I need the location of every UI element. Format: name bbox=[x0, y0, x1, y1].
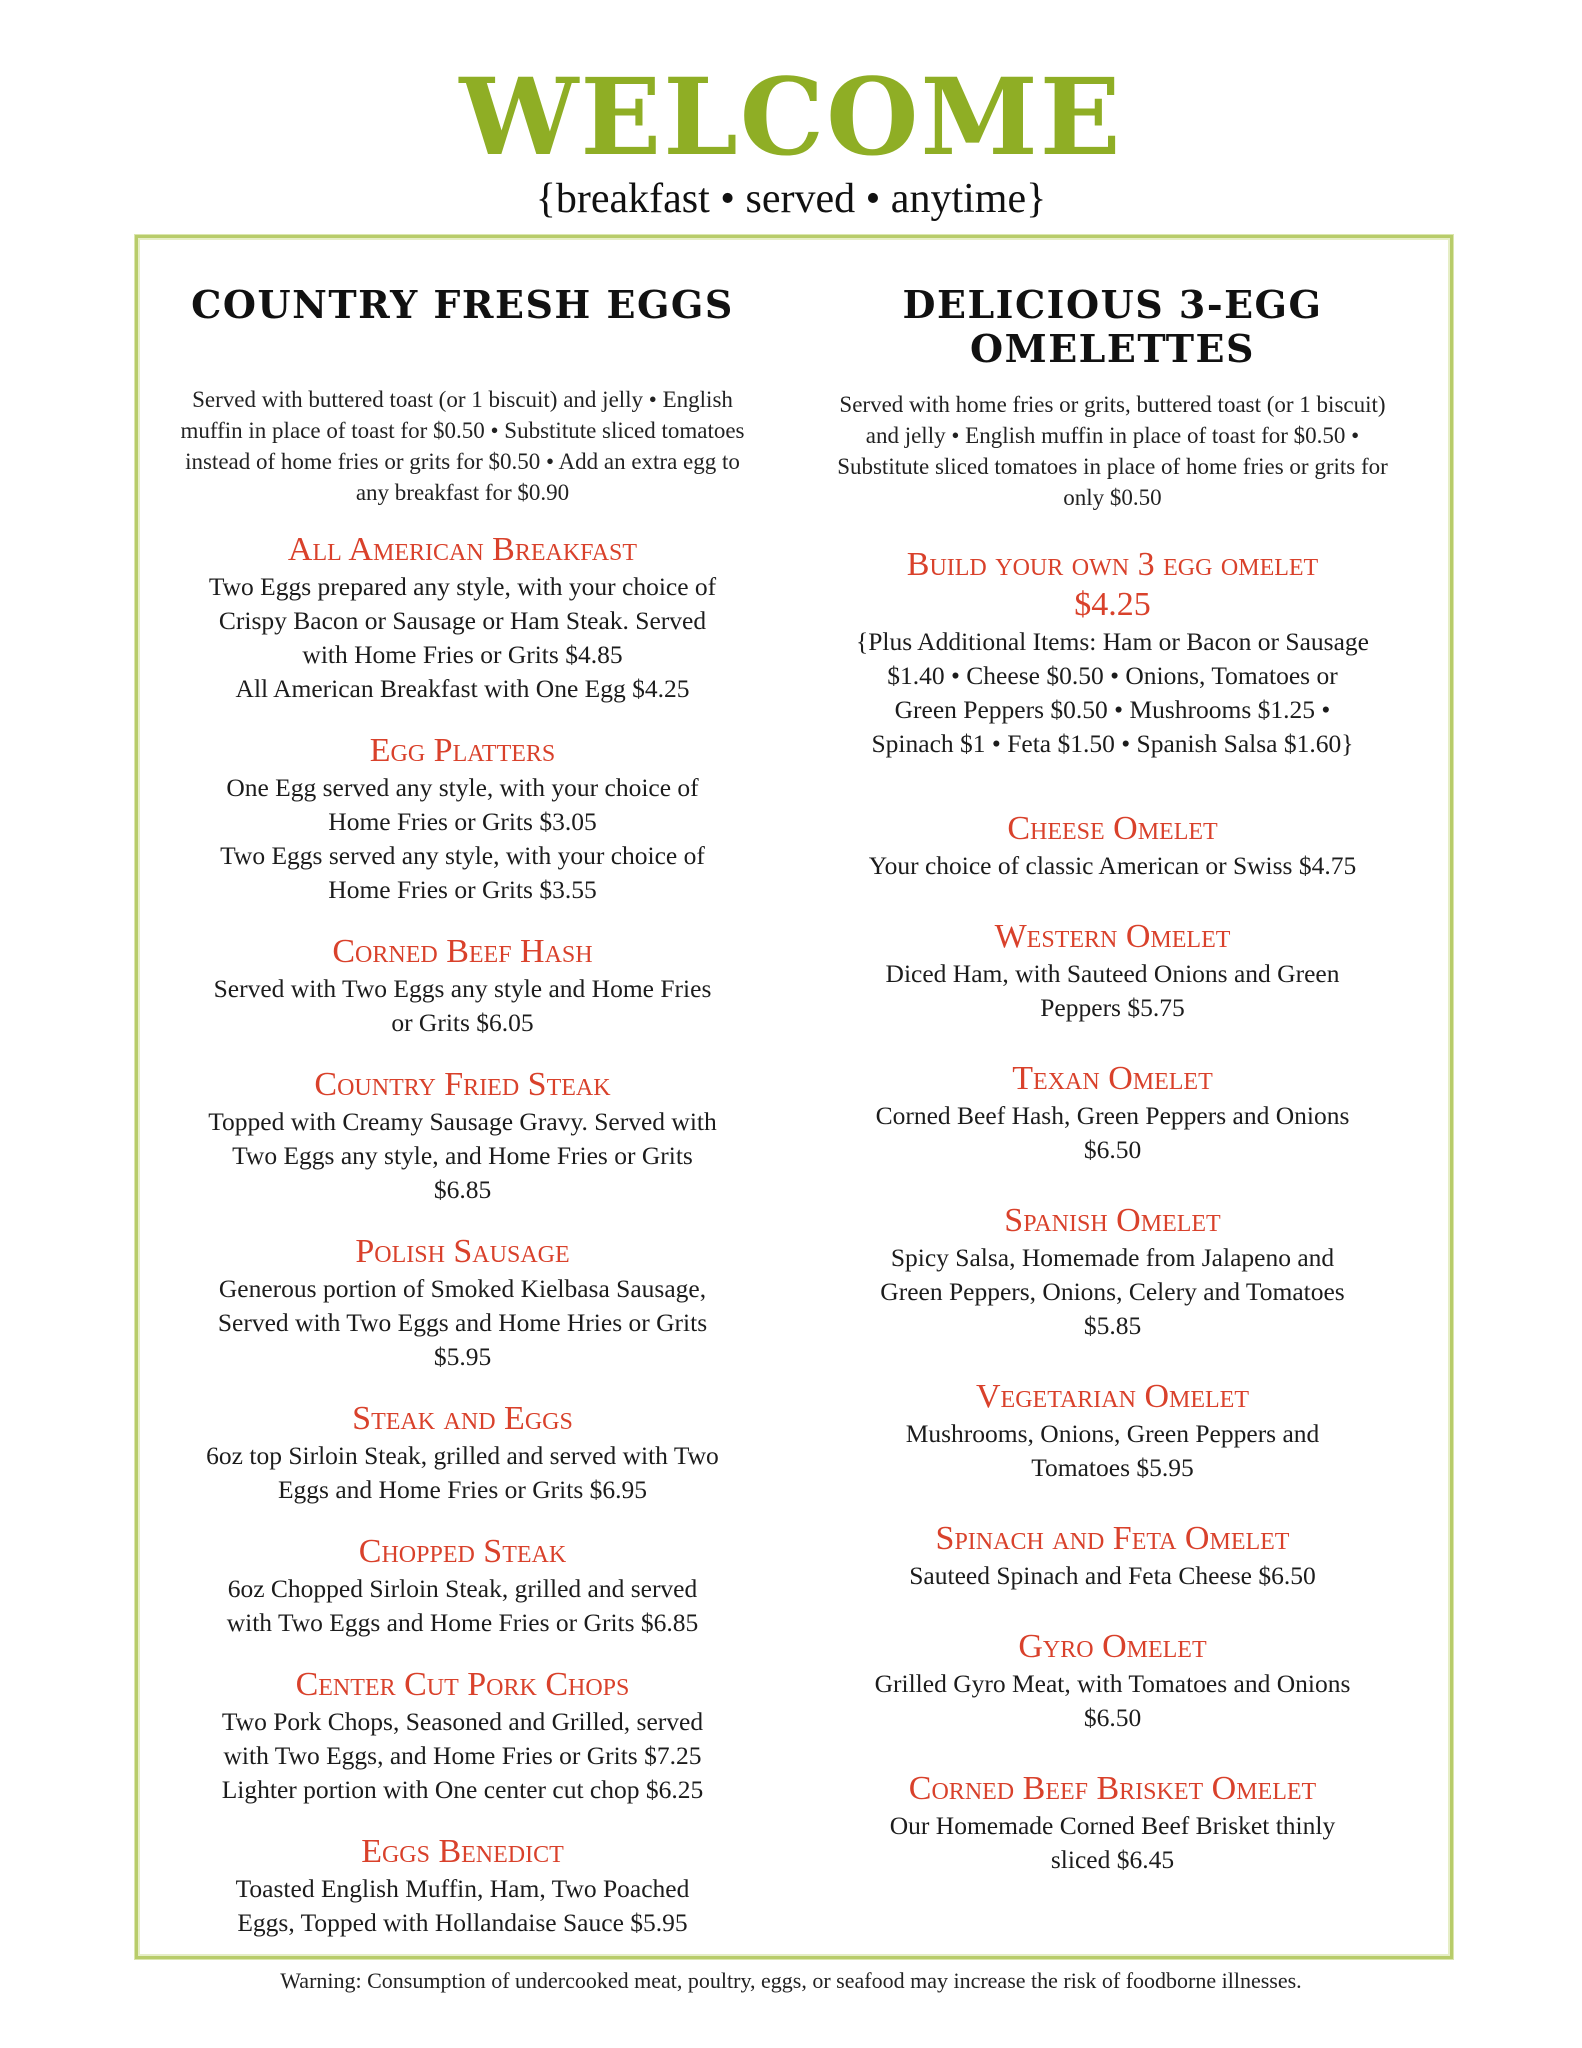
item-description: Toasted English Muffin, Ham, Two Poached Eggs, Topped with Hollandaise Sauce $5.95 bbox=[235, 1874, 690, 1937]
item-name: All American Breakfast bbox=[287, 531, 638, 568]
menu-item bbox=[180, 1832, 745, 1940]
item-name: Spinach and Feta Omelet bbox=[935, 1520, 1290, 1557]
build-omelet-item bbox=[820, 545, 1405, 761]
item-name: Steak and Eggs bbox=[352, 1400, 573, 1437]
item-description: Two Eggs prepared any style, with your choice of Crispy Bacon or Sausage or Ham Steak. Served with Home Fries or Grits $4.85 All American Breakfast with One Egg $4.25 bbox=[208, 572, 717, 703]
item-description: 6oz Chopped Sirloin Steak, grilled and served with Two Eggs and Home Fries or Grits $6.85 bbox=[226, 1574, 699, 1637]
page-subtitle: {breakfast • served • anytime} bbox=[535, 176, 1047, 222]
menu-item bbox=[820, 1059, 1405, 1167]
item-price: $4.25 bbox=[1074, 586, 1151, 623]
menu-item bbox=[180, 731, 745, 907]
item-name: Corned Beef Hash bbox=[332, 933, 593, 970]
menu-item bbox=[180, 1532, 745, 1640]
item-description: Mushrooms, Onions, Green Peppers and Tomatoes $5.95 bbox=[905, 1419, 1320, 1482]
menu-item bbox=[180, 1065, 745, 1207]
item-name: Chopped Steak bbox=[358, 1533, 567, 1570]
item-description: Your choice of classic American or Swiss $4.75 bbox=[868, 851, 1357, 880]
page-title: WELCOME bbox=[459, 54, 1123, 179]
item-description: Topped with Creamy Sausage Gravy. Served with Two Eggs any style, and Home Fries or Grits $6.85 bbox=[208, 1107, 717, 1204]
item-name: Cheese Omelet bbox=[1007, 810, 1218, 847]
item-name: Vegetarian Omelet bbox=[976, 1378, 1249, 1415]
item-description: Our Homemade Corned Beef Brisket thinly sliced $6.45 bbox=[889, 1811, 1336, 1874]
item-name: Gyro Omelet bbox=[1018, 1628, 1207, 1665]
menu-item bbox=[180, 1665, 745, 1807]
menu-item bbox=[820, 1377, 1405, 1485]
item-name: Eggs Benedict bbox=[361, 1833, 564, 1870]
item-name: Western Omelet bbox=[994, 918, 1231, 955]
item-description: Corned Beef Hash, Green Peppers and Onions $6.50 bbox=[875, 1101, 1350, 1164]
item-name: Texan Omelet bbox=[1012, 1060, 1213, 1097]
item-name: Spanish Omelet bbox=[1004, 1202, 1221, 1239]
item-description: {Plus Additional Items: Ham or Bacon or Sausage $1.40 • Cheese $0.50 • Onions, Tomatoes or Green Peppers $0.50 • Mushrooms $1.25 • Spinach $1 • Feta $1.50 • Spanish Salsa $1.60} bbox=[856, 627, 1369, 758]
item-name: Corned Beef Brisket Omelet bbox=[908, 1770, 1317, 1807]
menu-item bbox=[180, 1232, 745, 1374]
item-description: 6oz top Sirloin Steak, grilled and served with Two Eggs and Home Fries or Grits $6.95 bbox=[206, 1441, 719, 1504]
eggs-section-heading: COUNTRY FRESH EGGS bbox=[191, 282, 734, 327]
eggs-section-note: Served with buttered toast (or 1 biscuit) and jelly • English muffin in place of toast for $0.50 • Substitute sliced tomatoes instead of home fries or grits for $0.50 • Add an extra egg to any breakfast for $0.90 bbox=[180, 387, 745, 505]
item-name: Build your own 3 egg omelet bbox=[906, 546, 1319, 583]
food-safety-warning: Warning: Consumption of undercooked meat, poultry, eggs, or seafood may increase the risk of foodborne illnesses. bbox=[280, 1968, 1302, 1993]
item-description: Generous portion of Smoked Kielbasa Sausage, Served with Two Eggs and Home Hries or Grits $5.95 bbox=[217, 1274, 708, 1371]
item-description: Sauteed Spinach and Feta Cheese $6.50 bbox=[909, 1561, 1316, 1590]
item-name: Country Fried Steak bbox=[314, 1066, 611, 1103]
item-description: Served with Two Eggs any style and Home Fries or Grits $6.05 bbox=[213, 974, 712, 1037]
menu-item bbox=[820, 1627, 1405, 1735]
menu-item bbox=[180, 530, 745, 706]
item-name: Polish Sausage bbox=[355, 1233, 570, 1270]
item-description: Two Pork Chops, Seasoned and Grilled, served with Two Eggs, and Home Fries or Grits $7.25 Lighter portion with One center cut chop $6.25 bbox=[221, 1707, 704, 1804]
item-name: Center Cut Pork Chops bbox=[295, 1666, 630, 1703]
menu-item bbox=[820, 809, 1405, 883]
item-description: Diced Ham, with Sauteed Onions and Green Peppers $5.75 bbox=[885, 959, 1340, 1022]
menu-item bbox=[820, 1201, 1405, 1343]
omelettes-section-heading: DELICIOUS 3-EGG OMELETTES bbox=[902, 282, 1323, 371]
menu-item bbox=[820, 917, 1405, 1025]
menu-item bbox=[180, 932, 745, 1040]
menu-item bbox=[820, 1519, 1405, 1593]
item-description: One Egg served any style, with your choice of Home Fries or Grits $3.05 Two Eggs served any style, with your choice of Home Fries or Grits $3.55 bbox=[220, 773, 705, 904]
menu-item bbox=[820, 1769, 1405, 1877]
item-name: Egg Platters bbox=[369, 732, 556, 769]
omelettes-section-note: Served with home fries or grits, buttered toast (or 1 biscuit) and jelly • English muffin in place of toast for $0.50 • Substitute sliced tomatoes in place of home fries or grits for only $0.50 bbox=[837, 392, 1388, 510]
item-description: Grilled Gyro Meat, with Tomatoes and Onions $6.50 bbox=[874, 1669, 1351, 1732]
item-description: Spicy Salsa, Homemade from Jalapeno and Green Peppers, Onions, Celery and Tomatoes $5.85 bbox=[880, 1243, 1345, 1340]
menu-item bbox=[180, 1399, 745, 1507]
